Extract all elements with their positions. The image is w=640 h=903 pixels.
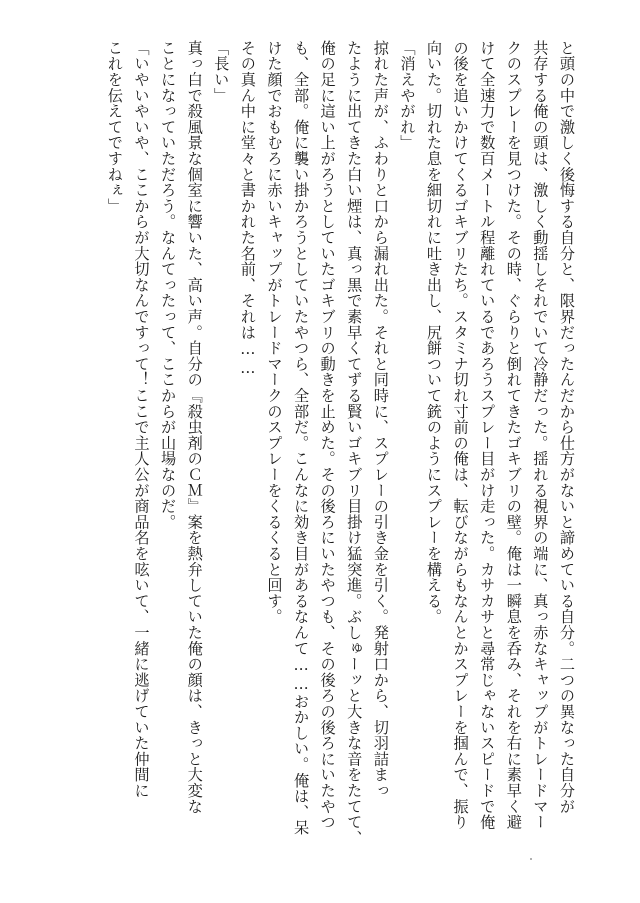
vertical-text-block [60, 40, 580, 860]
text-line: クのスプレーを見つけた。その時、ぐらりと倒れてきたゴキブリの壁。俺は一瞬息を呑み、それを右に素早く避 [504, 40, 523, 830]
text-line: 向いた。切れた息を細切れに吐き出し、尻餅ついて銃のようにスプレーを構える。 [425, 40, 444, 625]
text-line: 共存する俺の頭は、激しく動揺しそれでいて冷静だった。揺れる視界の端に、真っ赤なキャップがトレードマー [531, 40, 550, 830]
text-line: 掠れた声が、ふわりと口から漏れ出た。それと同時に、スプレーの引き金を引く。発射口から、切羽詰まっ [371, 40, 390, 799]
text-line: の後を追いかけてくるゴキブリたち。スタミナ切れ寸前の俺は、転びながらもなんとかスプレーを掴んで、振り [451, 40, 470, 830]
text-line: と頭の中で激しく後悔する自分と、限界だったんだから仕方がないと諦めている自分。二つの異なった自分が [558, 40, 576, 815]
text-line: 俺の足に這い上がろうとしていたゴキブリの動きを止めた。その後ろにいたやつも、その後ろの後ろにいたやつ [318, 40, 337, 830]
text-line: たように出てきた白い煙は、真っ黒で素早くてずる賢いゴキブリ目掛け猛突進。ぶしゅーッと大きな音をたてて、 [345, 40, 364, 846]
dialogue-line: これを伝えてですねぇ」 [105, 40, 124, 214]
text-line: ことになっていただろう。なんてったって、ここからが山場なのだ。 [159, 40, 178, 530]
scan-speck-icon [530, 858, 532, 860]
text-line: けた顔でおもむろに赤いキャップがトレードマークのスプレーをくるくると回す。 [265, 40, 284, 625]
text-line: も、全部。俺に襲い掛かろうとしていたやつら、全部だ。こんなに効き目があるなんて……おかしい。俺は、呆 [292, 40, 311, 836]
dialogue-line: 「長い」 [212, 40, 231, 104]
text-line: 真っ白で殺風景な個室に響いた、高い声。自分の『殺虫剤のＣＭ』案を熱弁していた俺の顔は、きっと大変な [185, 40, 204, 815]
text-line: けて全速力で数百メートル程離れているであろうスプレー目がけ走った。カサカサと尋常じゃないスピードで俺 [478, 40, 497, 830]
dialogue-line: 「いやいやいや、ここからが大切なんですって！ここで主人公が商品名を呟いて、一緒に逃げていた仲間に [132, 40, 151, 799]
text-line: その真ん中に堂々と書かれた名前、それは…… [238, 40, 257, 378]
dialogue-line: 「消えやがれ」 [398, 40, 417, 151]
